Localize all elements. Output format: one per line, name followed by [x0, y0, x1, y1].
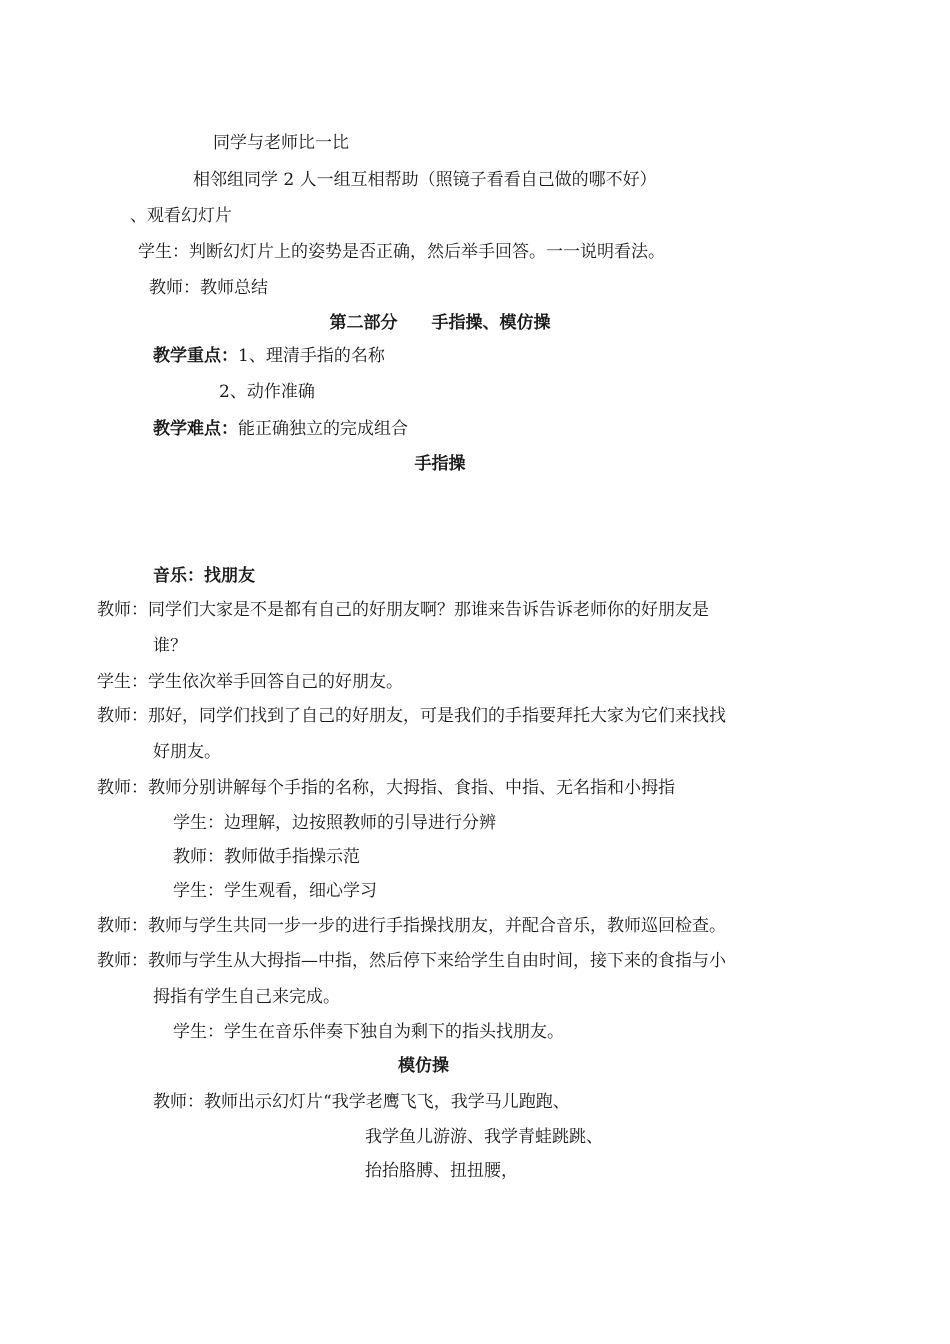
text-line: 教师：教师与学生从大拇指—中指，然后停下来给学生自由时间，接下来的食指与小 [97, 951, 726, 971]
text-line: 学生：学生在音乐伴奏下独自为剩下的指头找朋友。 [173, 1022, 564, 1042]
text-line: 谁？ [153, 636, 187, 656]
text-line: 抬抬胳膊、扭扭腰， [365, 1161, 518, 1181]
text-line: 2、动作准确 [219, 382, 315, 402]
label-difficulty: 教学难点： [153, 419, 238, 439]
text-line: 教师：教师出示幻灯片“我学老鹰飞飞，我学马儿跑跑、 [153, 1092, 570, 1112]
text-line [153, 418, 408, 440]
text-line: 教师：教师分别讲解每个手指的名称，大拇指、食指、中指、无名指和小拇指 [97, 778, 675, 798]
text-line: 同学与老师比一比 [213, 133, 349, 153]
text-line: 好朋友。 [153, 742, 221, 762]
music-title: 音乐：找朋友 [153, 566, 255, 586]
label-value: 能正确独立的完成组合 [238, 419, 408, 439]
label-value: 1、理清手指的名称 [238, 346, 385, 366]
text-line: 相邻组同学 2 人一组互相帮助（照镜子看看自己做的哪不好） [193, 170, 657, 190]
subsection-heading: 手指操 [414, 454, 466, 474]
text-line: 学生：判断幻灯片上的姿势是否正确，然后举手回答。一一说明看法。 [138, 242, 665, 262]
text-line: 我学鱼儿游游、我学青蛙跳跳、 [365, 1127, 603, 1147]
label-key-point: 教学重点： [153, 346, 238, 366]
text-line: 教师：教师与学生共同一步一步的进行手指操找朋友，并配合音乐，教师巡回检查。 [97, 916, 726, 936]
text-line: 学生：边理解，边按照教师的引导进行分辨 [173, 813, 496, 833]
text-line: 拇指有学生自己来完成。 [153, 987, 340, 1007]
section-heading: 第二部分 手指操、模仿操 [329, 313, 551, 333]
text-line: 学生：学生依次举手回答自己的好朋友。 [97, 672, 403, 692]
text-line [153, 345, 385, 367]
text-line: 教师：教师做手指操示范 [173, 847, 360, 867]
text-line: 、观看幻灯片 [130, 206, 232, 226]
text-line: 学生：学生观看，细心学习 [173, 881, 377, 901]
subsection-heading: 模仿操 [398, 1056, 449, 1076]
text-line: 教师：那好，同学们找到了自己的好朋友，可是我们的手指要拜托大家为它们来找找 [97, 706, 726, 726]
text-line: 教师：同学们大家是不是都有自己的好朋友啊？那谁来告诉告诉老师你的好朋友是 [97, 600, 709, 620]
text-line: 教师：教师总结 [149, 278, 268, 298]
